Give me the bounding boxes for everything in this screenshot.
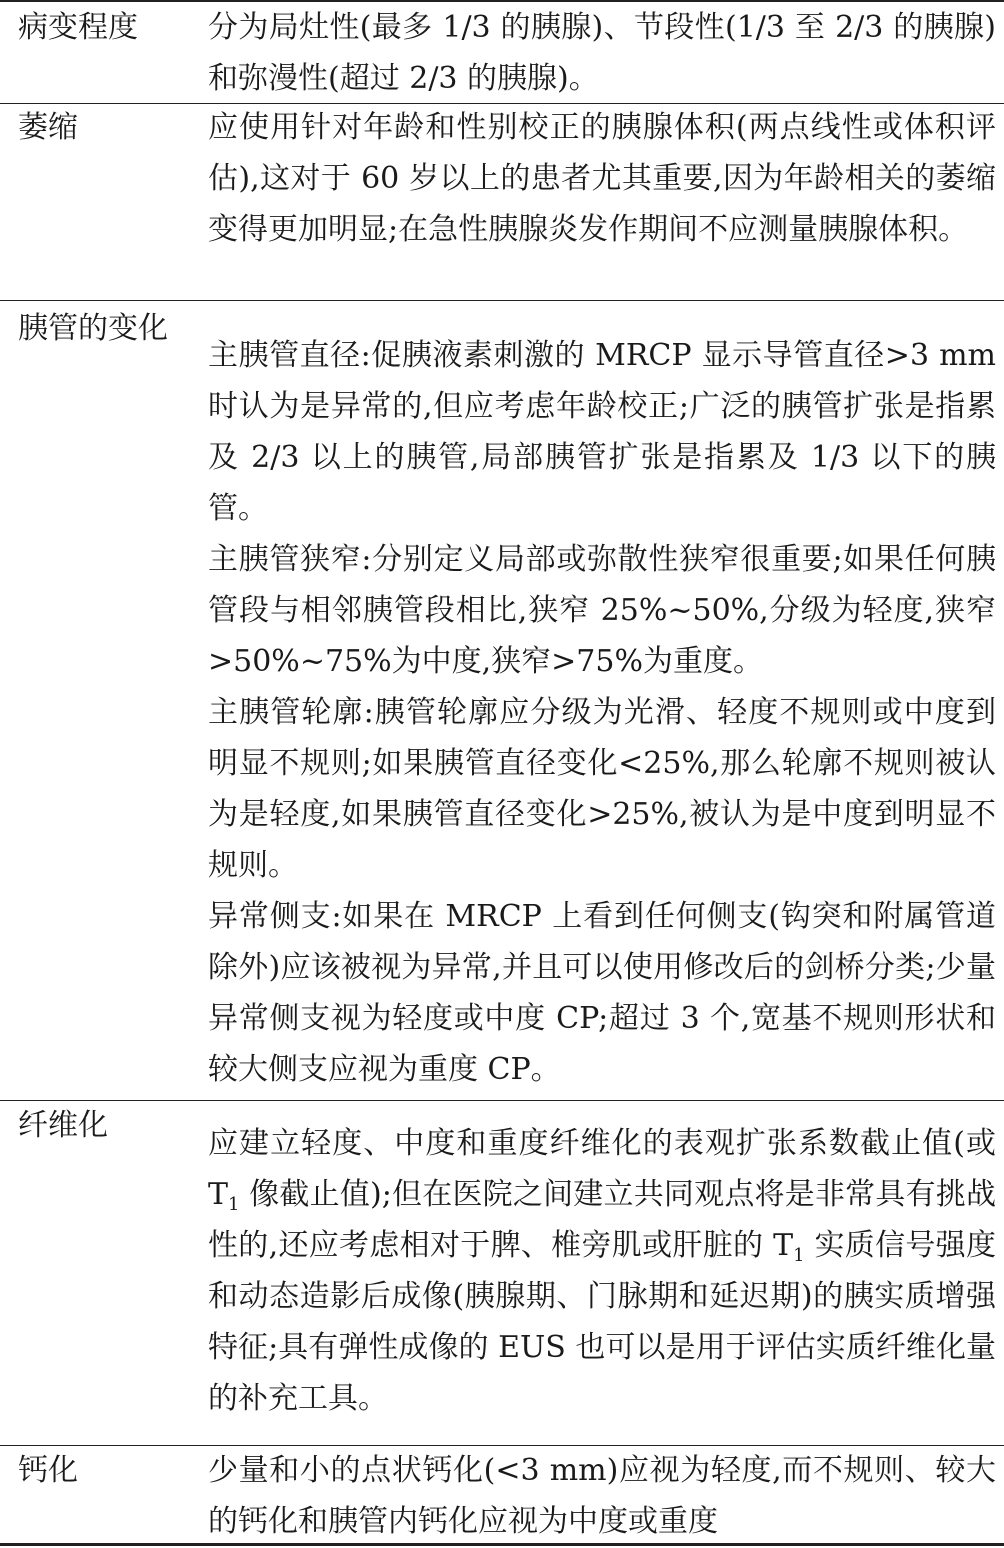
duct-contour-text: 主胰管轮廓:胰管轮廓应分级为光滑、轻度不规则或中度到明显不规则;如果胰管直径变化<25%,那么轮廓不规则被认为是轻度,如果胰管直径变化>25%,被认为是中度到明显不规则。: [208, 695, 996, 883]
row-label-extent: 病变程度: [18, 10, 138, 45]
row-content-duct-changes: [208, 330, 996, 1095]
fibrosis-text: [208, 1118, 996, 1424]
row-divider: [0, 1100, 1004, 1101]
row-label-fibrosis: 纤维化: [18, 1108, 108, 1143]
row-content-calcification: [208, 1445, 996, 1547]
fibrosis-text-part3: 实质信号强度和动态造影后成像(胰腺期、门脉期和延迟期)的胰实质增强特征;具有弹性成像的 EUS 也可以是用于评估实质纤维化量的补充工具。: [208, 1228, 996, 1416]
t1-subscript: 1: [228, 1194, 240, 1215]
atrophy-text: 应使用针对年龄和性别校正的胰腺体积(两点线性或体积评估),这对于 60 岁以上的患者尤其重要,因为年龄相关的萎缩变得更加明显;在急性胰腺炎发作期间不应测量胰腺体积。: [208, 110, 996, 247]
fibrosis-text-part2: 像截止值);但在医院之间建立共同观点将是非常具有挑战性的,还应考虑相对于脾、椎旁肌或肝脏的 T: [208, 1177, 996, 1263]
row-content-extent: [208, 2, 996, 104]
row-label-duct-changes: 胰管的变化: [18, 311, 168, 346]
calcification-text: 少量和小的点状钙化(<3 mm)应视为轻度,而不规则、较大的钙化和胰管内钙化应视为中度或重度: [208, 1453, 996, 1539]
row-label-atrophy: 萎缩: [18, 110, 78, 145]
extent-text: 分为局灶性(最多 1/3 的胰腺)、节段性(1/3 至 2/3 的胰腺)和弥漫性(超过 2/3 的胰腺)。: [208, 10, 996, 96]
side-branch-text: 异常侧支:如果在 MRCP 上看到任何侧支(钩突和附属管道除外)应该被视为异常,并且可以使用修改后的剑桥分类;少量异常侧支视为轻度或中度 CP;超过 3 个,宽基不规则形状和较大侧支应视为重度 CP。: [208, 899, 996, 1087]
table-bottom-rule: [0, 1543, 1004, 1546]
row-label-calcification: 钙化: [18, 1453, 78, 1488]
row-content-fibrosis: [208, 1118, 996, 1424]
duct-diameter-text: 主胰管直径:促胰液素刺激的 MRCP 显示导管直径>3 mm 时认为是异常的,但应考虑年龄校正;广泛的胰管扩张是指累及 2/3 以上的胰管,局部胰管扩张是指累及 1/3 以下的胰管。: [208, 338, 996, 526]
t1-subscript: 1: [793, 1245, 805, 1266]
duct-stricture-text: 主胰管狭窄:分别定义局部或弥散性狭窄很重要;如果任何胰管段与相邻胰管段相比,狭窄 25%~50%,分级为轻度,狭窄>50%~75%为中度,狭窄>75%为重度。: [208, 542, 996, 679]
row-divider: [0, 300, 1004, 301]
row-content-atrophy: [208, 102, 996, 255]
fibrosis-text-part1: 应建立轻度、中度和重度纤维化的表观扩张系数截止值(或 T: [208, 1126, 996, 1212]
